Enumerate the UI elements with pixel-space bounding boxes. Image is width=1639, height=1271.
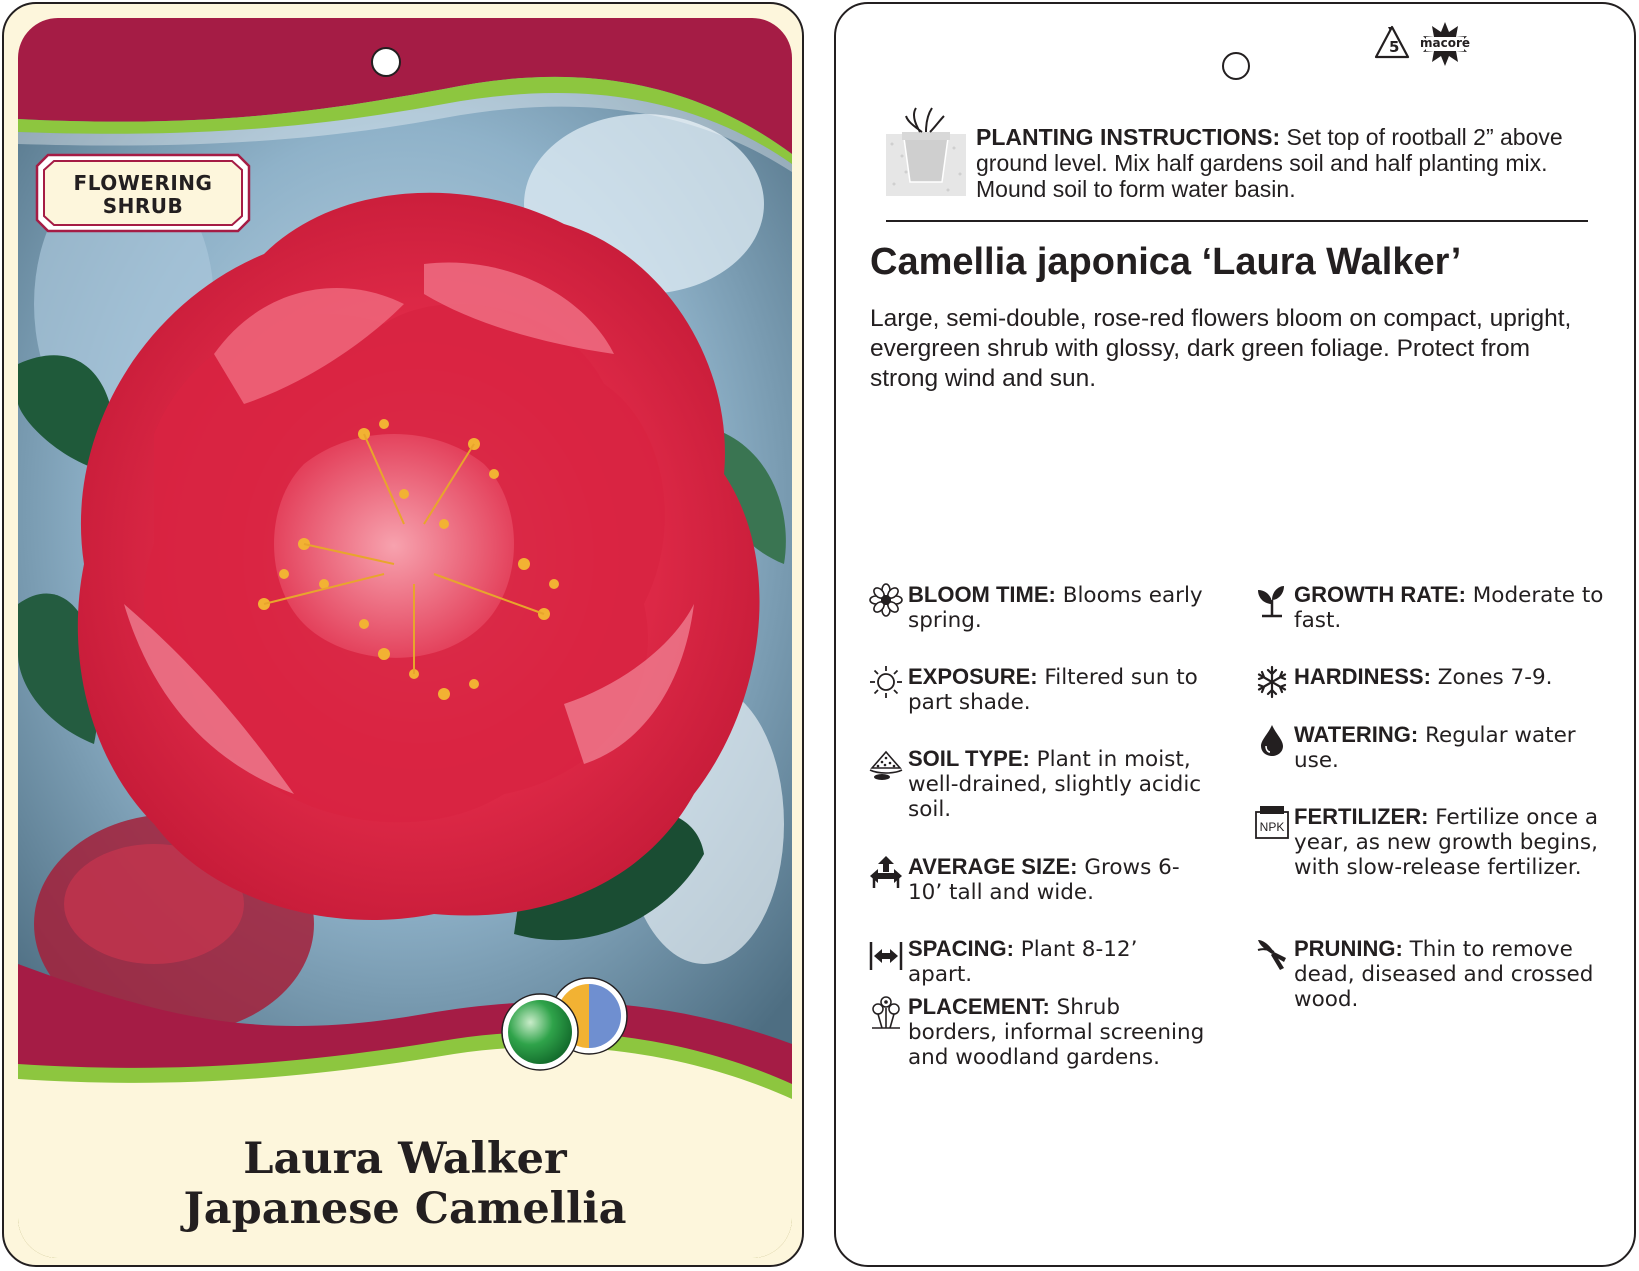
soil-type-value: Plant in moist, well-drained, slightly acidic soil. (908, 747, 1202, 822)
water-drop-icon (1254, 722, 1290, 758)
recycle-number: 5 (1389, 38, 1400, 56)
fertilizer-label: FERTILIZER: (1294, 804, 1429, 829)
soil-type-label: SOIL TYPE: (908, 746, 1030, 771)
spacing-value: Plant 8-12’ apart. (908, 937, 1138, 987)
attribute-watering (1254, 722, 1614, 773)
flower-icon (868, 582, 904, 618)
exposure-label: EXPOSURE: (908, 664, 1038, 689)
placement-icon (868, 994, 904, 1030)
bloom-time-label: BLOOM TIME: (908, 582, 1056, 607)
size-icon (868, 854, 904, 890)
hardiness-label: HARDINESS: (1294, 664, 1431, 689)
spacing-icon (868, 936, 904, 972)
category-badge (34, 152, 252, 234)
planting-label: PLANTING INSTRUCTIONS: (976, 124, 1281, 150)
common-name-line-1: Laura Walker (243, 1134, 567, 1184)
attribute-hardiness (1254, 664, 1614, 690)
spacing-label: SPACING: (908, 936, 1014, 961)
attribute-average-size (868, 854, 1208, 905)
attribute-placement (868, 994, 1208, 1070)
pruning-label: PRUNING: (1294, 936, 1403, 961)
attribute-soil-type (868, 746, 1208, 822)
snowflake-icon (1254, 664, 1290, 700)
attribute-bloom-time (868, 582, 1208, 633)
front-tag (2, 2, 804, 1267)
planting-instructions (976, 124, 1586, 202)
badge-line-2: SHRUB (102, 194, 184, 218)
sun-icon (868, 664, 904, 700)
fertilizer-npk-text: NPK (1259, 820, 1285, 834)
fertilizer-value: Fertilize once a year, as new growth begins, with slow-release fertilizer. (1294, 805, 1599, 880)
attribute-growth-rate (1254, 582, 1614, 633)
hang-hole (1222, 52, 1250, 80)
attribute-spacing (868, 936, 1208, 987)
common-name-line-2: Japanese Camellia (183, 1184, 627, 1234)
macore-logo-text: macore (1419, 36, 1470, 50)
watering-value: Regular water use. (1294, 723, 1576, 773)
attribute-fertilizer (1254, 804, 1614, 880)
planting-text: Set top of rootball 2” above ground level. Mix half gardens soil and half planting mix. Mound soil to form water basin. (976, 124, 1563, 202)
pruning-value: Thin to remove dead, diseased and crossed wood. (1294, 937, 1594, 1012)
average-size-value: Grows 6-10’ tall and wide. (908, 855, 1180, 905)
soil-icon (868, 746, 904, 782)
bloom-time-value: Blooms early spring. (908, 583, 1203, 633)
growth-rate-label: GROWTH RATE: (1294, 582, 1466, 607)
botanical-name: Camellia japonica ‘Laura Walker’ (870, 241, 1462, 283)
average-size-label: AVERAGE SIZE: (908, 854, 1078, 879)
attribute-pruning (1254, 936, 1614, 1012)
fertilizer-icon (1254, 804, 1290, 840)
attribute-exposure (868, 664, 1208, 715)
exposure-value: Filtered sun to part shade. (908, 665, 1198, 715)
sprout-icon (1254, 582, 1290, 618)
divider (886, 220, 1588, 222)
plant-description: Large, semi-double, rose-red flowers bloom on compact, upright, evergreen shrub with glossy, dark green foliage. Protect from strong wind and sun. (870, 305, 1572, 392)
planting-pot-icon (884, 104, 968, 198)
pruners-icon (1254, 936, 1290, 972)
watering-label: WATERING: (1294, 722, 1419, 747)
badge-line-1: FLOWERING (73, 171, 213, 195)
back-tag (834, 2, 1636, 1267)
hang-hole (372, 48, 400, 76)
growth-rate-value: Moderate to fast. (1294, 583, 1604, 633)
placement-value: Shrub borders, informal screening and woodland gardens. (908, 995, 1205, 1070)
hardiness-value: Zones 7-9. (1430, 665, 1553, 690)
placement-label: PLACEMENT: (908, 994, 1050, 1019)
